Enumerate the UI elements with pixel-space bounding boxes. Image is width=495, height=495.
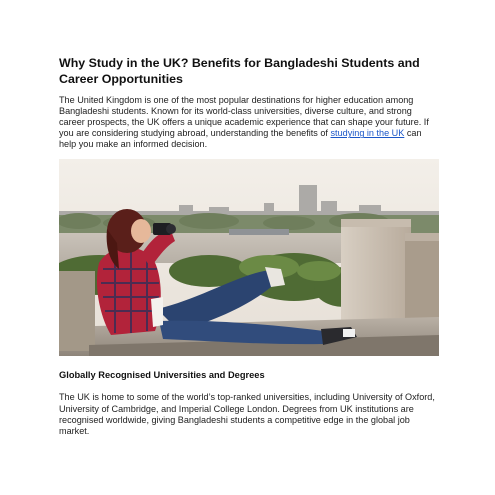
intro-paragraph bbox=[59, 95, 439, 150]
hero-photo bbox=[59, 159, 439, 356]
intro-text-end: can help you make an informed decision. bbox=[59, 128, 422, 150]
student-with-camera-image bbox=[59, 159, 439, 356]
article bbox=[59, 56, 439, 437]
section-paragraph: The UK is home to some of the world’s top-ranked universities, including University of Oxford, University of Cambridge, and Imperial College London. Degrees from UK institutions are recognised worldwide, giving Bangladeshi students a competitive edge in the global job market. bbox=[59, 392, 435, 436]
section-heading: Globally Recognised Universities and Degrees bbox=[59, 370, 265, 381]
studying-in-uk-link[interactable]: studying in the UK bbox=[330, 128, 405, 139]
intro-text-start: The United Kingdom is one of the most popular destinations for higher education among Bangladeshi students. Known for its world-class universities, diverse culture, and strong career prospects, the UK offers a unique academic experience that can shape your future. If you are considering studying abroad, understanding the benefits of bbox=[59, 95, 429, 139]
article-title: Why Study in the UK? Benefits for Bangladeshi Students and Career Opportunities bbox=[59, 56, 420, 86]
